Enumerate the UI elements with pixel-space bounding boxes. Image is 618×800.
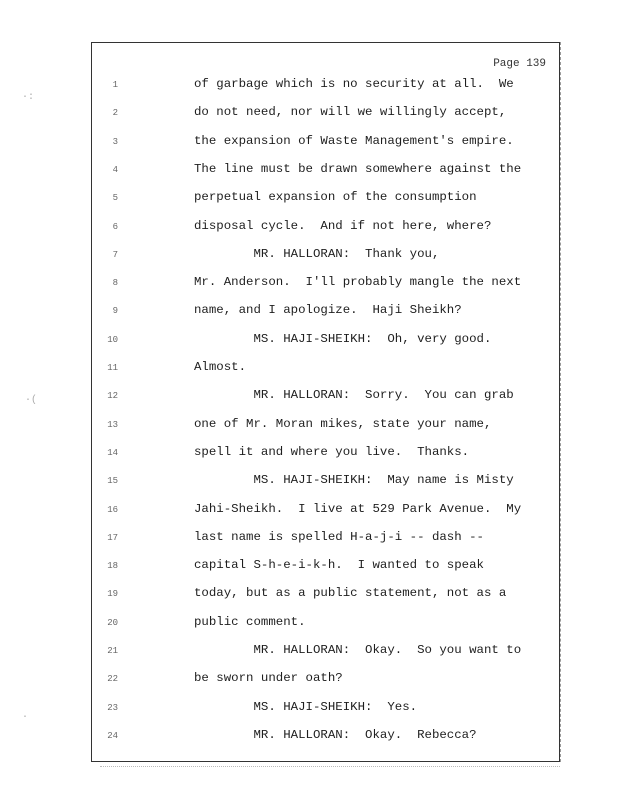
- line-text: perpetual expansion of the consumption: [194, 190, 477, 205]
- transcript-line: [92, 585, 559, 605]
- line-text: last name is spelled H-a-j-i -- dash --: [194, 529, 484, 544]
- line-number: 12: [107, 391, 118, 402]
- transcript-line: [92, 331, 559, 351]
- line-text: be sworn under oath?: [194, 671, 343, 686]
- line-number: 13: [107, 419, 118, 430]
- line-text: MS. HAJI-SHEIKH: Yes.: [194, 699, 418, 714]
- bottom-rule: [100, 764, 560, 767]
- line-text: of garbage which is no security at all. We: [194, 77, 514, 91]
- line-number: 22: [107, 674, 118, 685]
- line-text: today, but as a public statement, not as a: [194, 586, 507, 601]
- transcript-line: [92, 133, 559, 153]
- line-number: 8: [112, 278, 118, 289]
- line-number: 21: [107, 646, 118, 656]
- line-number: 5: [112, 193, 118, 204]
- line-number: 4: [112, 164, 118, 175]
- margin-mark: ·:: [22, 92, 35, 103]
- transcript-line: [92, 614, 559, 634]
- transcript-line: [92, 104, 559, 124]
- line-text: disposal cycle. And if not here, where?: [194, 218, 492, 233]
- line-text: MR. HALLORAN: Thank you,: [194, 246, 440, 261]
- line-number: 14: [107, 447, 118, 458]
- transcript-line: [92, 444, 559, 464]
- transcript-line: [92, 359, 559, 379]
- line-text: MR. HALLORAN: Okay. Rebecca?: [194, 727, 477, 742]
- transcript-line: [92, 642, 559, 662]
- line-number: 18: [107, 561, 118, 572]
- line-text: Almost.: [194, 360, 247, 374]
- line-number: 6: [112, 221, 118, 232]
- margin-mark: ·: [22, 712, 29, 723]
- line-text: do not need, nor will we willingly accept,: [194, 105, 507, 120]
- transcript-line: [92, 161, 559, 181]
- transcript-page: [91, 42, 560, 762]
- transcript-line: [92, 501, 559, 521]
- line-text: one of Mr. Moran mikes, state your name,: [194, 416, 492, 431]
- transcript-line: [92, 727, 559, 747]
- line-text: Jahi-Sheikh. I live at 529 Park Avenue. My: [194, 501, 522, 516]
- transcript-line: [92, 302, 559, 322]
- line-number: 16: [107, 504, 118, 515]
- line-number: 7: [112, 249, 118, 260]
- transcript-line: [92, 699, 559, 719]
- transcript-line: [92, 76, 559, 96]
- line-number: 15: [107, 476, 118, 487]
- transcript-line: [92, 557, 559, 577]
- transcript-line: [92, 189, 559, 209]
- line-number: 2: [112, 108, 118, 119]
- line-text: the expansion of Waste Management's empire.: [194, 133, 514, 148]
- line-number: 19: [107, 589, 118, 600]
- line-number: 11: [107, 363, 118, 373]
- line-text: MS. HAJI-SHEIKH: Oh, very good.: [194, 331, 492, 346]
- transcript-line: [92, 274, 559, 294]
- line-number: 23: [107, 702, 118, 713]
- line-text: public comment.: [194, 614, 306, 629]
- line-text: spell it and where you live. Thanks.: [194, 444, 470, 459]
- line-number: 3: [112, 136, 118, 147]
- line-text: The line must be drawn somewhere against the: [194, 161, 522, 176]
- line-text: Mr. Anderson. I'll probably mangle the next: [194, 275, 522, 290]
- transcript-line: [92, 529, 559, 549]
- right-margin-rule: [560, 42, 562, 762]
- line-number: 24: [107, 730, 118, 741]
- transcript-line: [92, 387, 559, 407]
- margin-mark: ·(: [25, 395, 38, 406]
- line-text: MS. HAJI-SHEIKH: May name is Misty: [194, 473, 514, 488]
- line-number: 1: [112, 80, 118, 90]
- line-number: 9: [112, 306, 118, 317]
- line-number: 20: [107, 617, 118, 628]
- line-number: 17: [107, 532, 118, 543]
- transcript-line: [92, 416, 559, 436]
- transcript-line: [92, 472, 559, 492]
- line-number: 10: [107, 334, 118, 345]
- page-number: Page 139: [493, 58, 546, 70]
- transcript-line: [92, 246, 559, 266]
- line-text: name, and I apologize. Haji Sheikh?: [194, 303, 462, 318]
- line-text: MR. HALLORAN: Sorry. You can grab: [194, 388, 514, 403]
- line-text: MR. HALLORAN: Okay. So you want to: [194, 643, 522, 657]
- line-text: capital S-h-e-i-k-h. I wanted to speak: [194, 558, 484, 573]
- transcript-line: [92, 218, 559, 238]
- transcript-line: [92, 670, 559, 690]
